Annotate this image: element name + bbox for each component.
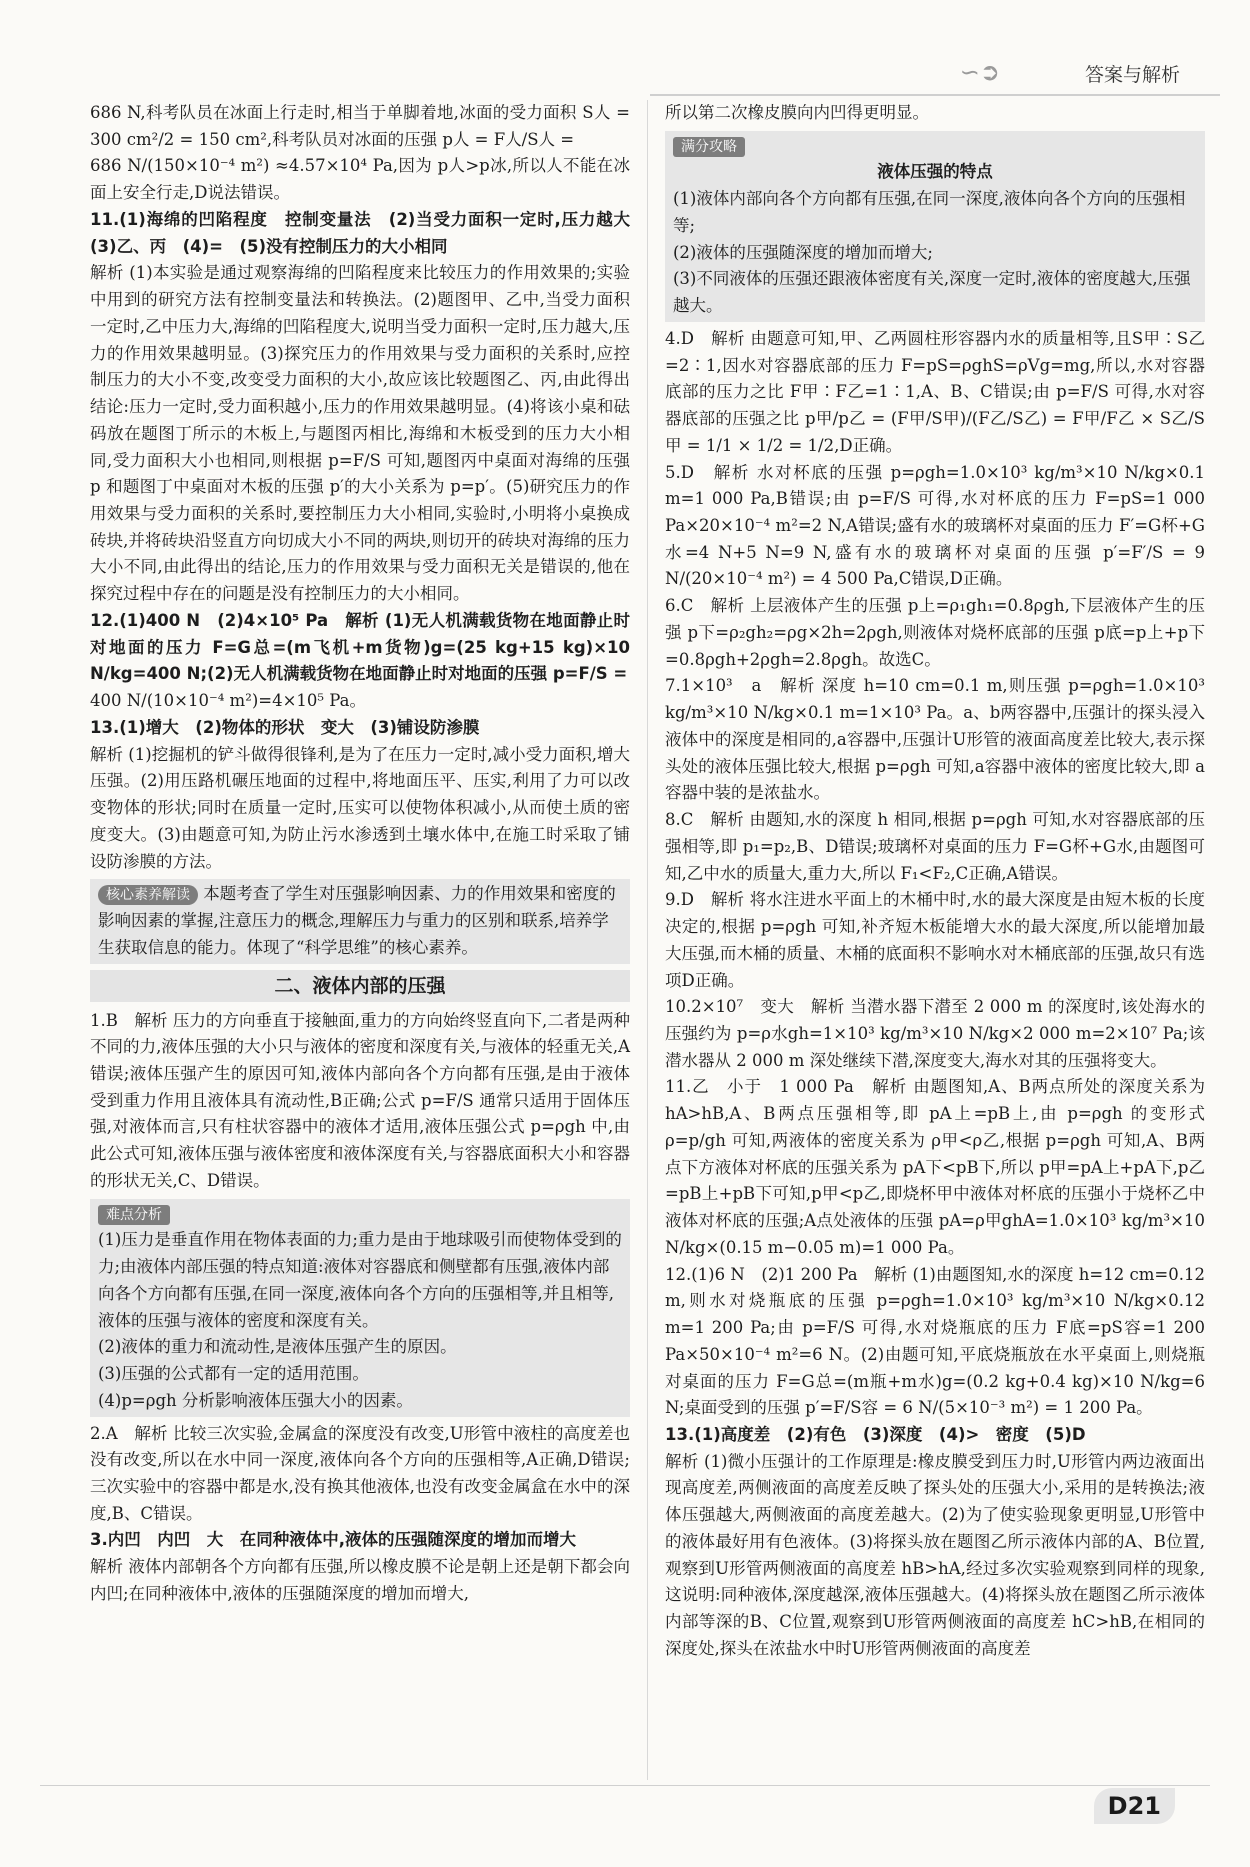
answer-paragraph: 400 N/(10×10⁻⁴ m²)=4×10⁵ Pa。 — [90, 691, 366, 711]
full-marks-line: (3)不同液体的压强还跟液体密度有关,深度一定时,液体的密度越大,压强越大。 — [673, 269, 1191, 316]
full-marks-box — [665, 131, 1205, 322]
left-column — [90, 100, 647, 1608]
analysis-11: 解析 (1)本实验是通过观察海绵的凹陷程度来比较压力的作用效果的;实验中用到的研究方法有控制变量法和转换法。(2)题图甲、乙中,当受力面积一定时,乙中压力大,海绵的凹陷程度大,说明当受力面积一定时,压力越大,压力的作用效果越明显。(3)探究压力的作用效果与受力面积的关系时,应控制压力的大小不变,改变受力面积的大小,故应该比较题图乙、丙,由此得出结论:压力一定时,受力面积越小,压力的作用效果越明显。(4)将该小桌和砝码放在题图丁所示的木板上,与题图丙相比,海绵和木板受到的压力大小相同,受力面积大小也相同,则根据 p=F/S 可知,题图丙中桌面对海绵的压强 p 和题图丁中桌面对木板的压强 p′的大小关系为 p=p′。(5)研究压力的作用效果与受力面积的关系时,要控制压力大小相同,实验时,小明将小桌换成砖块,并将砖块沿竖直方向切成大小不同的两块,则切开的砖块对海绵的压力大小不同,由此得出的结论,压力的作用效果与受力面积无关是错误的,他在探究过程中存在的问题是没有控制压力的大小相同。 — [90, 263, 630, 604]
answer-liquid-4: 4.D 解析 由题意可知,甲、乙两圆柱形容器内水的质量相等,且S甲∶S乙=2∶1,因水对容器底部的压力 F=pS=ρghS=ρVg=mg,所以,水对容器底部的压力之比 F甲∶F乙=1∶1,A、B、C错误;由 p=F/S 可得,水对容器底部的压强之比 p甲/p乙 = (F甲/S甲)/(F乙/S乙) = F甲/F乙 × S乙/S甲 = 1/1 × 1/2 = 1/2,D正确。 — [665, 328, 1205, 455]
core-literacy-box — [90, 879, 630, 963]
difficulty-line: (2)液体的重力和流动性,是液体压强产生的原因。 — [98, 1337, 457, 1357]
column-divider — [647, 100, 648, 1780]
header-rule — [650, 94, 1220, 96]
answer-liquid-3: 3.内凹 内凹 大 在同种液体中,液体的压强随深度的增加而增大 — [90, 1530, 577, 1550]
answer-paragraph: 所以第二次橡皮膜向内凹得更明显。 — [665, 103, 929, 122]
answer-12: 12.(1)400 N (2)4×10⁵ Pa 解析 (1)无人机满载货物在地面静止时对地面的压力 F=G总=(m飞机+m货物)g=(25 kg+15 kg)×10 N/kg=400 N;(2)无人机满载货物在地面静止时对地面的压强 p=F/S = — [90, 610, 630, 684]
analysis-liquid-13: 解析 (1)微小压强计的工作原理是:橡皮膜受到压力时,U形管内两边液面出现高度差,两侧液面的高度差反映了探头处的压强大小,采用的是转换法;液体压强越大,两侧液面的高度差越大。(2)为了使实验现象更明显,U形管中的液体最好用有色液体。(3)将探头放在题图乙所示液体内部的A、B位置,观察到U形管两侧液面的高度差 hB>hA,经过多次实验观察到同样的现象,这说明:同种液体,深度越深,液体压强越大。(4)将探头放在题图乙所示液体内部等深的B、C位置,观察到U形管两侧液面的高度差 hC>hB,在相同的深度处,探头在浓盐水中时U形管两侧液面的高度差 — [665, 1451, 1205, 1658]
difficulty-line: (1)压力是垂直作用在物体表面的力;重力是由于地球吸引而使物体受到的力;由液体内部压强的特点知道:液体对容器底和侧壁都有压强,液体内部向各个方向都有压强,在同一深度,液体向各个方向的压强相等,并且相等,液体的压强与液体的密度和深度有关。 — [98, 1230, 622, 1330]
answer-liquid-10: 10.2×10⁷ 变大 解析 当潜水器下潜至 2 000 m 的深度时,该处海水的压强约为 p=ρ水gh=1×10³ kg/m³×10 N/kg×2 000 m=2×10⁷ Pa;该潜水器从 2 000 m 深处继续下潜,深度变大,海水对其的压强将变大。 — [665, 997, 1205, 1070]
answer-liquid-2: 2.A 解析 比较三次实验,金属盒的深度没有改变,U形管中液柱的高度差也没有改变,所以在水中同一深度,液体向各个方向的压强相等,A正确,D错误;三次实验中的容器中都是水,没有换其他液体,也没有改变金属盒在水中的深度,B、C错误。 — [90, 1423, 630, 1523]
page-number: D21 — [1094, 1788, 1175, 1824]
answer-liquid-9: 9.D 解析 将水注进水平面上的木桶中时,水的最大深度是由短木板的长度决定的,根据 p=ρgh 可知,补齐短木板能增大水的最大深度,所以能增加最大压强,而木桶的质量、木桶的底面积不影响水对木桶底部的压强,故只有选项D正确。 — [665, 890, 1205, 990]
difficulty-label: 难点分析 — [98, 1205, 170, 1225]
answer-liquid-5: 5.D 解析 水对杯底的压强 p=ρgh=1.0×10³ kg/m³×10 N/kg×0.1 m=1 000 Pa,B错误;由 p=F/S 可得,水对杯底的压力 F=pS=1 000 Pa×20×10⁻⁴ m²=2 N,A错误;盛有水的玻璃杯对桌面的压力 F′=G杯+G水=4 N+5 N=9 N,盛有水的玻璃杯对桌面的压强 p′=F′/S = 9 N/(20×10⁻⁴ m²) = 4 500 Pa,C错误,D正确。 — [665, 462, 1205, 589]
header-decoration-icon: ∽➲ — [959, 58, 1000, 86]
full-marks-line: (2)液体的压强随深度的增加而增大; — [673, 242, 933, 262]
analysis-liquid-3: 解析 液体内部朝各个方向都有压强,所以橡皮膜不论是朝上还是朝下都会向内凹;在同种液体中,液体的压强随深度的增加而增大, — [90, 1557, 630, 1603]
difficulty-line: (4)p=ρgh 分析影响液体压强大小的因素。 — [98, 1390, 413, 1410]
right-column — [665, 100, 1205, 1663]
analysis-13: 解析 (1)挖掘机的铲斗做得很锋利,是为了在压力一定时,减小受力面积,增大压强。(2)用压路机碾压地面的过程中,将地面压平、压实,利用了力可以改变物体的形状;同时在质量一定时,压实可以使物体积减小,从而使土质的密度变大。(3)由题意可知,为防止污水渗透到土壤水体中,在施工时采取了铺设防渗膜的方法。 — [90, 744, 630, 871]
footer-rule — [40, 1785, 1210, 1786]
answer-liquid-7: 7.1×10³ a 解析 深度 h=10 cm=0.1 m,则压强 p=ρgh=1.0×10³ kg/m³×10 N/kg×0.1 m=1×10³ Pa。a、b两容器中,压强计的探头浸入液体中的深度是相同的,a容器中,压强计U形管的液面高度差比较大,表示探头处的液体压强比较大,根据 p=ρgh 可知,a容器中液体的密度比较大,即 a 容器中装的是浓盐水。 — [665, 676, 1205, 803]
answer-liquid-1: 1.B 解析 压力的方向垂直于接触面,重力的方向始终竖直向下,二者是两种不同的力,液体压强的大小只与液体的密度和深度有关,与液体的轻重无关,A错误;液体压强产生的原因可知,液体内部向各个方向都有压强,是由于液体受到重力作用且液体具有流动性,B正确;公式 p=F/S 通常只适用于固体压强,对液体而言,只有柱状容器中的液体才适用,液体压强公式 p=ρgh 中,由此公式可知,液体压强与液体密度和液体深度有关,与容器底面积大小和容器的形状无关,C、D错误。 — [90, 1010, 630, 1190]
section-title: 二、液体内部的压强 — [90, 970, 630, 1002]
answer-liquid-13: 13.(1)高度差 (2)有色 (3)深度 (4)> 密度 (5)D — [665, 1424, 1086, 1444]
answer-liquid-8: 8.C 解析 由题知,水的深度 h 相同,根据 p=ρgh 可知,水对容器底部的压强相等,即 p₁=p₂,B、D错误;玻璃杯对桌面的压力 F=G杯+G水,由题图可知,乙中水的质量大,重力大,所以 F₁<F₂,C正确,A错误。 — [665, 810, 1205, 883]
difficulty-line: (3)压强的公式都有一定的适用范围。 — [98, 1364, 369, 1384]
answer-paragraph: 686 N,科考队员在冰面上行走时,相当于单脚着地,冰面的受力面积 S人 = 300 cm²/2 = 150 cm²,科考队员对冰面的压强 p人 = F人/S人 = — [90, 103, 630, 149]
page-header-title: 答案与解析 — [1084, 64, 1180, 86]
answer-paragraph: 686 N/(150×10⁻⁴ m²) ≈4.57×10⁴ Pa,因为 p人>p冰,所以人不能在冰面上安全行走,D说法错误。 — [90, 156, 630, 203]
answer-13: 13.(1)增大 (2)物体的形状 变大 (3)铺设防渗膜 — [90, 717, 480, 737]
core-literacy-text: 本题考查了学生对压强影响因素、力的作用效果和密度的影响因素的掌握,注意压力的概念,理解压力与重力的区别和联系,培养学生获取信息的能力。体现了“科学思维”的核心素养。 — [98, 884, 616, 957]
answer-liquid-11: 11.乙 小于 1 000 Pa 解析 由题图知,A、B两点所处的深度关系为 hA>hB,A、B两点压强相等,即 pA上=pB上,由 p=ρgh 的变形式 ρ=p/gh 可知,两液体的密度关系为 ρ甲<ρ乙,根据 p=ρgh 可知,A、B两点下方液体对杯底的压强关系为 pA下<pB下,所以 p甲=pA上+pA下,p乙=pB上+pB下可知,p甲<p乙,即烧杯甲中液体对杯底的压强小于烧杯乙中液体对杯底的压强;A点处液体的压强 pA=ρ甲ghA=1.0×10³ kg/m³×10 N/kg×(0.15 m−0.05 m)=1 000 Pa。 — [665, 1077, 1205, 1257]
full-marks-line: (1)液体内部向各个方向都有压强,在同一深度,液体向各个方向的压强相等; — [673, 189, 1186, 235]
difficulty-box — [90, 1199, 630, 1417]
answer-liquid-6: 6.C 解析 上层液体产生的压强 p上=ρ₁gh₁=0.8ρgh,下层液体产生的压强 p下=ρ₂gh₂=ρg×2h=2ρgh,则液体对烧杯底部的压强 p底=p上+p下=0.8ρgh+2ρgh=2.8ρgh。故选C。 — [665, 596, 1205, 669]
answer-11: 11.(1)海绵的凹陷程度 控制变量法 (2)当受力面积一定时,压力越大 (3)乙、丙 (4)= (5)没有控制压力的大小相同 — [90, 209, 647, 256]
full-marks-title: 液体压强的特点 — [877, 162, 993, 182]
core-literacy-label: 核心素养解读 — [98, 885, 198, 905]
answer-liquid-12: 12.(1)6 N (2)1 200 Pa 解析 (1)由题图知,水的深度 h=12 cm=0.12 m,则水对烧瓶底的压强 p=ρgh=1.0×10³ kg/m³×10 N/kg×0.12 m=1 200 Pa;由 p=F/S 可得,水对烧瓶底的压力 F底=pS容=1 200 Pa×50×10⁻⁴ m²=6 N。(2)由题可知,平底烧瓶放在水平桌面上,则烧瓶对桌面的压力 F=G总=(m瓶+m水)g=(0.2 kg+0.4 kg)×10 N/kg=6 N;桌面受到的压强 p′=F/S容 = 6 N/(5×10⁻³ m²) = 1 200 Pa。 — [665, 1264, 1205, 1418]
full-marks-label: 满分攻略 — [673, 137, 745, 157]
